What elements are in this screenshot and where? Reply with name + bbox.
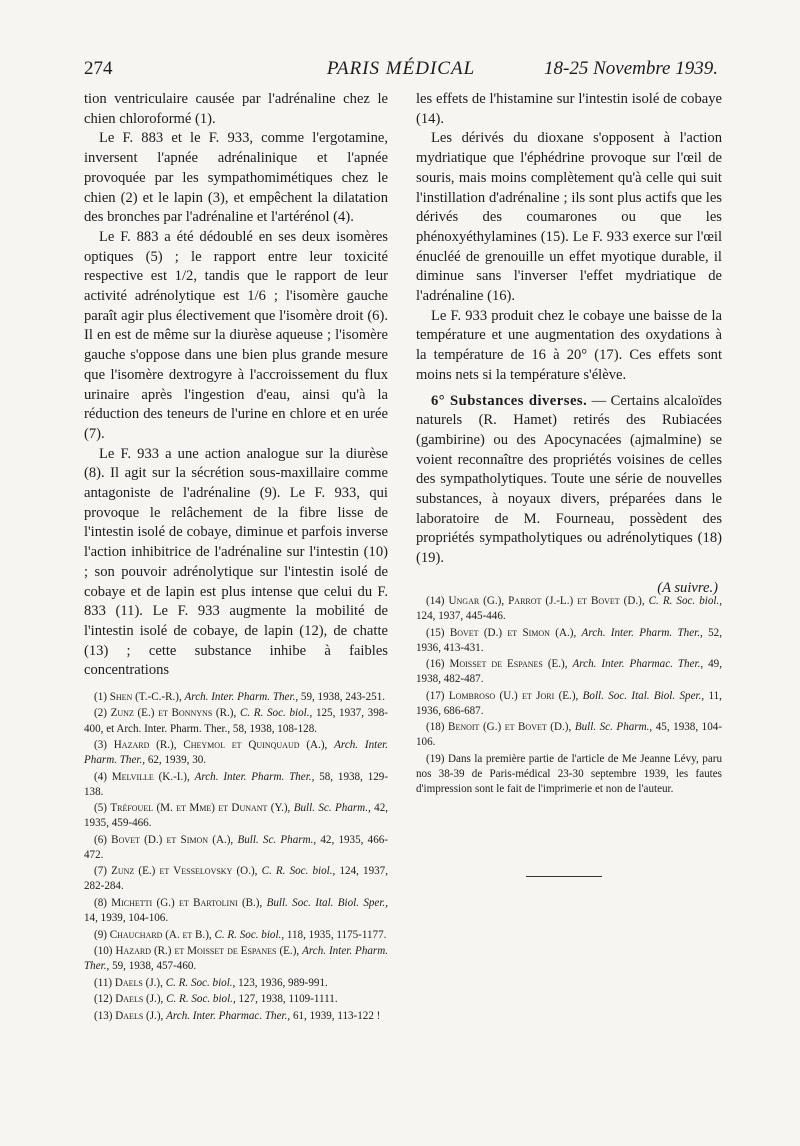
footnote-number: (1): [94, 691, 107, 703]
paragraph: Le F. 883 a été dédoublé en ses deux isomères optiques (5) ; le rapport entre leur toxicité respective est 1/2, tandis que le rapport de leur activité adrénolytique est 1/6 ; l'isomère gauche paraît agir plus électivement que l'isomère droit (6). Il en est de même sur la diurèse aqueuse ; l'isomère gauche s'oppose dans une bien plus grande mesure que l'isomère dextrogyre à l'accroissement du flux urinaire après l'ingestion d'eau, ainsi qu'à la réduction des teneurs de l'urine en chlore et en urée (7).: [84, 228, 388, 442]
footnote-journal: C. R. Soc. biol.,: [214, 928, 285, 941]
footnote: [84, 976, 388, 991]
footnote-reference: 62, 1939, 30.: [147, 754, 207, 767]
footnote-reference: 42, 1935, 459-466.: [84, 802, 389, 830]
footnote: [416, 657, 722, 687]
footnote-reference: 58, 1938, 129-138.: [84, 770, 389, 798]
footnote-reference: 49, 1938, 482-487.: [416, 658, 722, 686]
footnote-reference: 124, 1937, 445-446.: [416, 610, 506, 623]
issue-date: 18-25 Novembre 1939.: [544, 58, 718, 79]
footnote-reference: 59, 1938, 243-251.: [300, 691, 386, 703]
section-6-paragraph: [416, 392, 722, 569]
footnote-journal: C. R. Soc. biol.,: [239, 707, 313, 720]
footnote-reference: 52, 1936, 413-431.: [416, 626, 722, 654]
footnote-journal: Arch. Inter. Pharm. Ther.,: [581, 626, 703, 639]
footnote-authors: Melville (K.-I.),: [111, 770, 190, 783]
footnote-number: (10): [94, 945, 113, 958]
footnote-authors: Moisset de Espanes (E.),: [449, 658, 568, 671]
footnote-number: (9): [94, 928, 107, 941]
footnote-journal: Arch. Inter. Pharmac. Ther.,: [166, 1009, 291, 1022]
footnote: [84, 896, 388, 926]
footnote-authors: Shen (T.-C.-R.),: [109, 691, 182, 703]
footnote-journal: Bull. Sc. Pharm.,: [237, 833, 317, 846]
footnote-authors: Bovet (D.) et Simon (A.),: [111, 833, 234, 846]
footnote-number: (5): [94, 802, 107, 815]
footnote-number: (3): [94, 739, 107, 752]
footnote-number: (13): [94, 1009, 113, 1022]
footnote: [84, 1009, 388, 1024]
footnote-journal: Boll. Soc. Ital. Biol. Sper.,: [582, 689, 705, 702]
footnote-reference: 124, 1937, 282-284.: [84, 865, 388, 893]
footnote-authors: Daels (J.),: [115, 1009, 164, 1022]
footnote: [416, 720, 722, 750]
footnote-authors: Chauchard (A. et B.),: [109, 928, 212, 941]
footnote-number: (18): [426, 721, 445, 734]
section-text: — Certains alcaloïdes naturels (R. Hamet) retirés des Rubiacées (gambirine) ou des Apocynacées (ajmalmine) se voient reconnaître des propriétés voisines de celles des sympatholytiques. Toute une série de nouvelles substances, à noyaux divers, préparées dans le laboratoire de M. Fourneau, possèdent des propriétés sympatholytiques ou adrénolytiques (18)(19).: [416, 392, 722, 567]
paragraph: Le F. 883 et le F. 933, comme l'ergotamine, inversent l'apnée adrénalinique et l'apnée provoquée par les sympathomimétiques chez le chien (2) et le lapin (3), et empêchent la dilatation des bronches par l'adrénaline et l'artérénol (4).: [84, 130, 388, 226]
footnote-journal: Bull. Sc. Pharm.,: [293, 802, 371, 815]
to-be-continued: (A suivre.): [657, 579, 718, 596]
footnote-reference: 125, 1937, 398-400, et Arch. Inter. Pharm. Ther., 58, 1938, 108-128.: [84, 707, 388, 735]
footnote-journal: Arch. Inter. Pharm. Ther.,: [84, 739, 389, 767]
footnote: [416, 594, 722, 624]
footnote-authors: Daels (J.),: [115, 993, 164, 1006]
footnote-reference: 14, 1939, 104-106.: [84, 912, 169, 925]
footnote: [84, 833, 388, 863]
footnote-authors: Daels (J.),: [114, 976, 163, 989]
footnote-reference: 61, 1939, 113-122 !: [292, 1009, 381, 1022]
footnote-journal: C. R. Soc. biol.,: [165, 976, 236, 989]
footnote-number: (4): [94, 770, 107, 783]
footnote-journal: Bull. Soc. Ital. Biol. Sper.,: [266, 896, 388, 909]
footnote: [84, 864, 388, 894]
footnote-reference: 123, 1936, 989-991.: [238, 976, 328, 989]
paragraph: Le F. 933 a une action analogue sur la diurèse (8). Il agit sur la sécrétion sous-maxillaire comme antagoniste de l'adrénaline (9). Le F. 933, qui provoque le relâchement de la fibre lisse de l'intestin isolé de cobaye, diminue et parfois inverse l'action inhibitrice de l'adrénaline sur l'intestin (10) ; son pouvoir adrénolytique sur l'intestin isolé de cobaye et de lapin est plus intense que celui du F. 833 (11). Le F. 933 augmente la mobilité de l'intestin isolé de cobaye, de lapin (12), de chatte (13) ; cette substance inhibe à faibles concentrations: [84, 445, 388, 679]
footnote: [416, 689, 722, 719]
footnote-authors: Michetti (G.) et Bartolini (B.),: [111, 896, 263, 909]
paragraph: Les dérivés du dioxane s'opposent à l'action mydriatique que l'éphédrine provoque sur l'œil de souris, mais moins complètement qu'à celle qui suit l'instillation d'adrénaline ; ils sont plus actifs que les dérivés des coumarones ou que les phénoxyéthylamines (15). Le F. 933 exerce sur l'œil énucléé de grenouille un effet myotique durable, il diminue sans l'inverser l'effet mydriatique de l'adrénaline (16).: [416, 130, 722, 305]
footnote-journal: Arch. Inter. Pharm. Ther.,: [84, 945, 389, 973]
footnote-authors: Ungar (G.), Parrot (J.-L.) et Bovet (D.),: [448, 595, 645, 607]
footnote: [84, 944, 388, 974]
footnote-authors: Lombroso (U.) et Jori (E.),: [448, 689, 579, 702]
paragraph: les effets de l'histamine sur l'intestin isolé de cobaye (14).: [416, 91, 722, 127]
footnote-authors: Bovet (D.) et Simon (A.),: [449, 626, 577, 639]
page-header: [84, 58, 718, 86]
paragraph: tion ventriculaire causée par l'adrénaline chez le chien chloroformé (1).: [84, 91, 388, 127]
footnote-journal: Arch. Inter. Pharmac. Ther.,: [572, 658, 704, 671]
footnote-reference: 11, 1936, 686-687.: [416, 689, 722, 717]
footnote: [84, 706, 388, 736]
footnote-reference: 127, 1938, 1109-1111.: [238, 993, 338, 1006]
paragraph: Le F. 933 produit chez le cobaye une baisse de la température et une augmentation des oxydations à la température de 16 à 20° (17). Ces effets sont moins nets si la température s'élève.: [416, 307, 722, 383]
footnote-reference: 45, 1938, 104-106.: [416, 721, 723, 749]
footnote: [84, 690, 388, 705]
divider-line: [526, 876, 602, 877]
footnote-reference: Dans la première partie de l'article de Me Jeanne Lévy, paru nos 38-39 de Paris-médical 23-30 septembre 1939, les fautes d'impression sont le fait de l'imprimerie et non de l'auteur.: [416, 752, 722, 796]
footnote-journal: C. R. Soc. biol.,: [166, 993, 236, 1006]
footnote-number: (8): [94, 896, 107, 909]
section-heading: 6° Substances diverses.: [431, 392, 588, 409]
footnote: [84, 928, 388, 943]
footnote-reference: 59, 1938, 457-460.: [112, 960, 197, 973]
footnote-journal: C. R. Soc. biol.,: [648, 595, 722, 607]
footnote-number: (19): [426, 752, 445, 765]
footnote-number: (6): [94, 833, 107, 846]
footnote-number: (16): [426, 658, 445, 671]
footnote-journal: Arch. Inter. Pharm. Ther.,: [184, 691, 299, 703]
footnote-number: (14): [426, 595, 445, 607]
footnote-reference: 42, 1935, 466-472.: [84, 833, 388, 861]
footnote: [84, 738, 388, 768]
footnote-journal: Bull. Sc. Pharm.,: [574, 721, 653, 734]
footnote-authors: Zunz (E.) et Vesselovsky (O.),: [111, 865, 258, 878]
footnote-reference: 118, 1935, 1175-1177.: [286, 928, 387, 941]
footnotes-right: [416, 594, 722, 799]
footnotes-left: [84, 690, 388, 1025]
footnote: [416, 752, 722, 797]
footnote-journal: C. R. Soc. biol.,: [261, 865, 336, 878]
footnote-number: (15): [426, 626, 445, 639]
right-column: [416, 90, 722, 599]
footnote-number: (17): [426, 689, 445, 702]
footnote: [416, 626, 722, 656]
footnote-number: (11): [94, 976, 113, 989]
footnote-number: (12): [94, 993, 113, 1006]
footnote-authors: Zunz (E.) et Bonnyns (R.),: [110, 707, 237, 720]
journal-title: PARIS MÉDICAL: [326, 58, 476, 79]
footnote-number: (7): [94, 865, 107, 878]
footnote-number: (2): [94, 707, 107, 720]
footnote-authors: Benoit (G.) et Bovet (D.),: [448, 721, 572, 734]
footnote: [84, 992, 388, 1007]
footnote-authors: Tréfouel (M. et Mme) et Dunant (Y.),: [110, 802, 291, 815]
footnote: [84, 801, 388, 831]
footnote-journal: Arch. Inter. Pharm. Ther.,: [194, 770, 315, 783]
page-number: 274: [84, 58, 113, 79]
footnote-authors: Hazard (R.), Cheymol et Quinquaud (A.),: [113, 739, 328, 752]
left-column: [84, 90, 388, 681]
footnote-authors: Hazard (R.) et Moisset de Espanes (E.),: [115, 945, 300, 958]
footnote: [84, 770, 388, 800]
